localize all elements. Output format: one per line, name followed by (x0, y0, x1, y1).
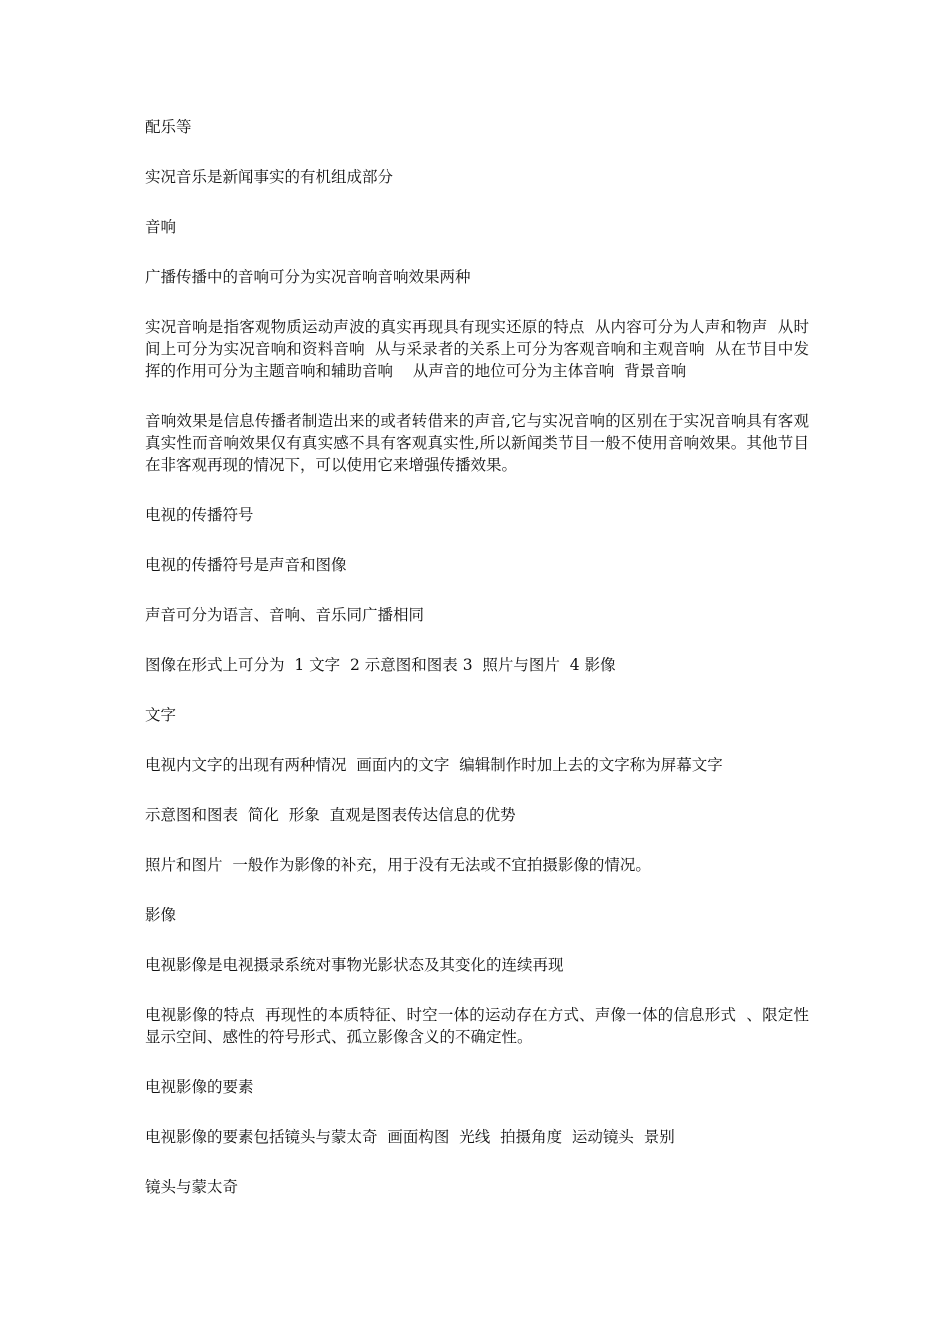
section-heading: 镜头与蒙太奇 (145, 1178, 239, 1196)
paragraph: 音响效果是信息传播者制造出来的或者转借来的声音,它与实况音响的区别在于实况音响具有客观真实性而音响效果仅有真实感不具有客观真实性,所以新闻类节目一般不使用音响效果。其他节目在非客观再现的情况下，可以使用它来增强传播效果。 (145, 412, 809, 474)
paragraph: 电视内文字的出现有两种情况 画面内的文字 编辑制作时加上去的文字称为屏幕文字 (145, 756, 723, 774)
section-heading: 文字 (145, 706, 177, 724)
section-heading: 电视的传播符号 (145, 506, 254, 524)
paragraph: 电视影像是电视摄录系统对事物光影状态及其变化的连续再现 (145, 956, 564, 974)
paragraph: 图像在形式上可分为 1 文字 2 示意图和图表 3 照片与图片 4 影像 (145, 656, 616, 674)
document-body (145, 116, 809, 1226)
paragraph: 配乐等 (145, 118, 192, 136)
paragraph: 电视的传播符号是声音和图像 (145, 556, 347, 574)
paragraph: 广播传播中的音响可分为实况音响音响效果两种 (145, 268, 471, 286)
paragraph: 照片和图片 一般作为影像的补充，用于没有无法或不宜拍摄影像的情况。 (145, 856, 651, 874)
paragraph: 电视影像的特点 再现性的本质特征、时空一体的运动存在方式、声像一体的信息形式 、限定性显示空间、感性的符号形式、孤立影像含义的不确定性。 (145, 1006, 809, 1046)
section-heading: 电视影像的要素 (145, 1078, 254, 1096)
paragraph: 示意图和图表 简化 形象 直观是图表传达信息的优势 (145, 806, 516, 824)
paragraph: 实况音响是指客观物质运动声波的真实再现具有现实还原的特点 从内容可分为人声和物声 从时间上可分为实况音响和资料音响 从与采录者的关系上可分为客观音响和主观音响 从在节目中发挥的作用可分为主题音响和辅助音响 从声音的地位可分为主体音响 背景音响 (145, 318, 809, 380)
paragraph: 电视影像的要素包括镜头与蒙太奇 画面构图 光线 拍摄角度 运动镜头 景别 (145, 1128, 675, 1146)
section-heading: 影像 (145, 906, 177, 924)
section-heading: 音响 (145, 218, 177, 236)
paragraph: 实况音乐是新闻事实的有机组成部分 (145, 168, 394, 186)
paragraph: 声音可分为语言、音响、音乐同广播相同 (145, 606, 425, 624)
